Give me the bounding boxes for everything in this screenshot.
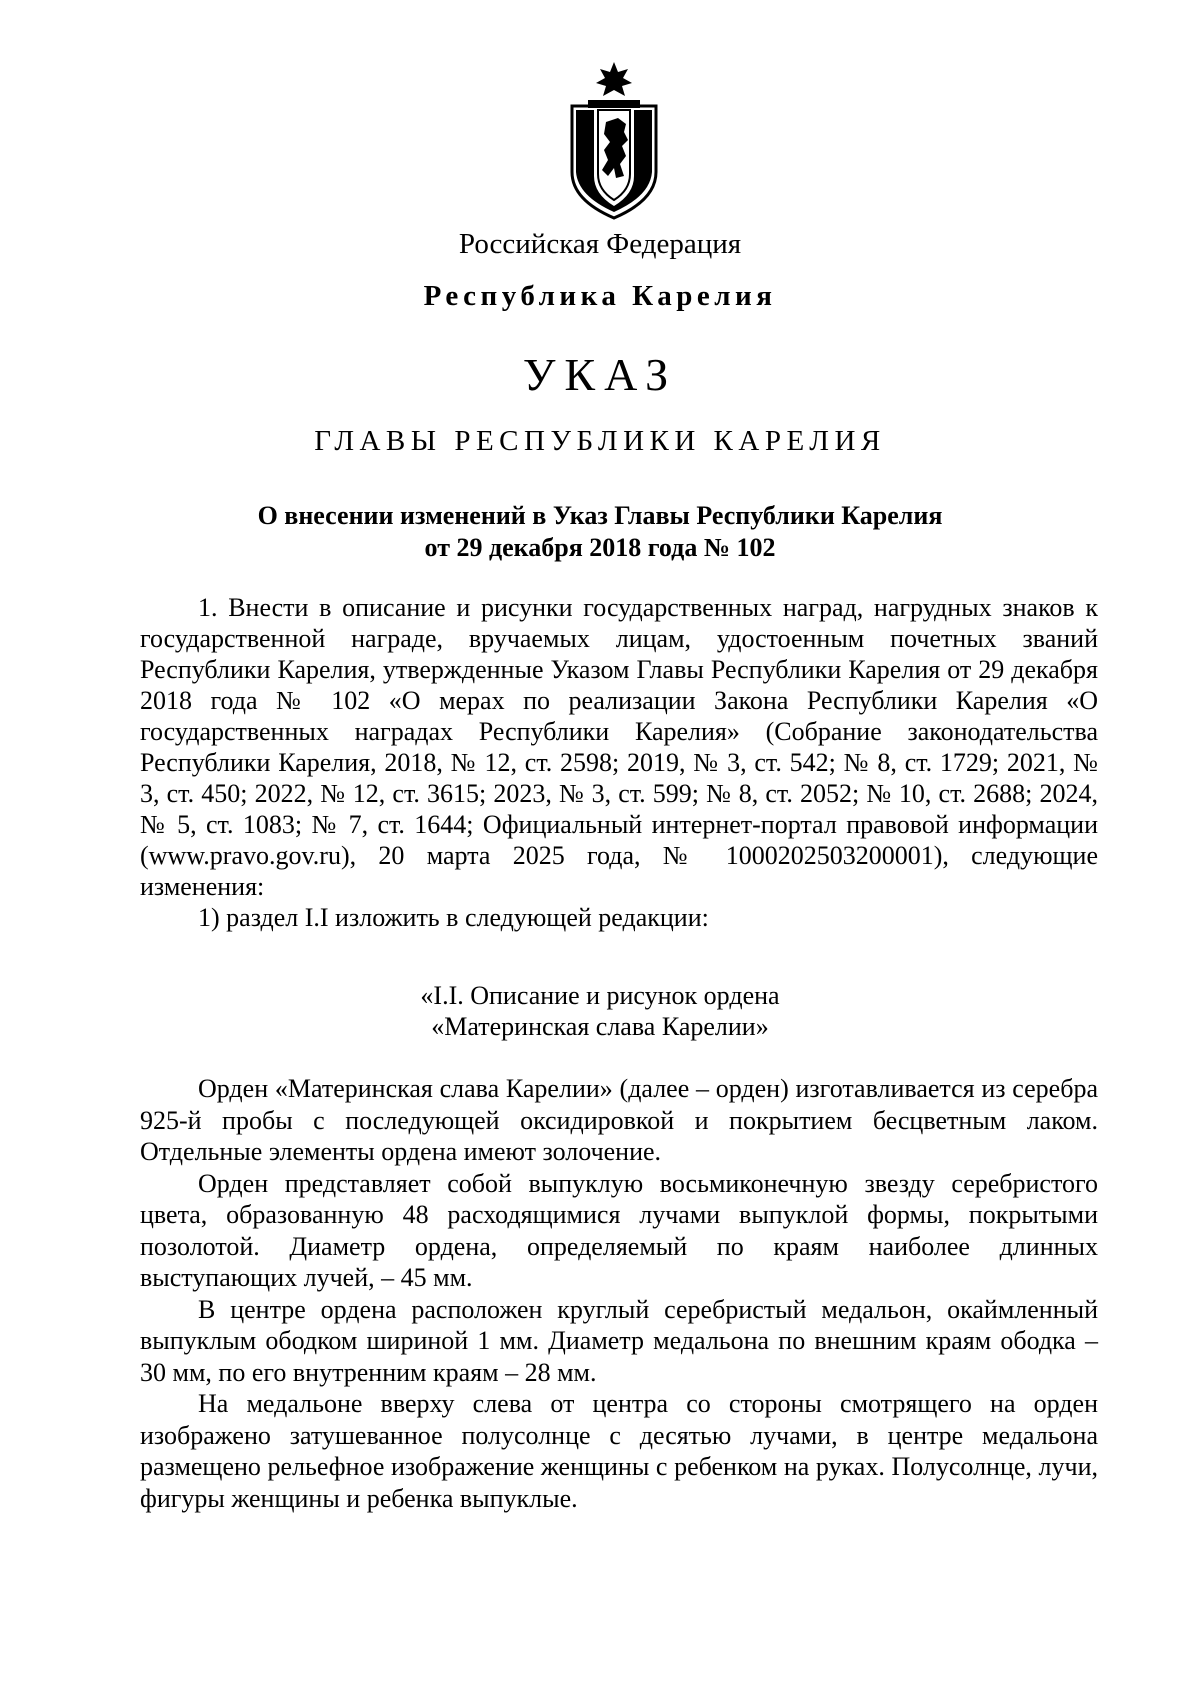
item-1: 1) раздел I.I изложить в следующей редакции: bbox=[198, 903, 709, 932]
order-description bbox=[140, 1073, 1098, 1514]
section-heading bbox=[0, 980, 1200, 1042]
description-paragraph-2: Орден представляет собой выпуклую восьмиконечную звезду серебристого цвета, образованную 48 расходящимися лучами выпуклой формы, покрытыми позолотой. Диаметр ордена, определяемый по краям наиболее длинных выступающих лучей, – 45 мм. bbox=[140, 1168, 1098, 1292]
document-type: УКАЗ bbox=[522, 349, 678, 400]
main-text bbox=[140, 592, 1098, 933]
description-paragraph-1: Орден «Материнская слава Карелии» (далее – орден) изготавливается из серебра 925-й пробы с последующей оксидировкой и покрытием бесцветным лаком. Отдельные элементы ордена имеют золочение. bbox=[140, 1074, 1098, 1166]
paragraph-1: 1. Внести в описание и рисунки государственных наград, нагрудных знаков к государственной награде, вручаемых лицам, удостоенным почетных званий Республики Карелия, утвержденные Указом Главы Республики Карелия от 29 декабря 2018 года № 102 «О мерах по реализации Закона Республики Карелия «О государственных наградах Республики Карелия» (Собрание законодательства Республики Карелия, 2018, № 12, ст. 2598; 2019, № 3, ст. 542; № 8, ст. 1729; 2021, № 3, ст. 450; 2022, № 12, ст. 3615; 2023, № 3, ст. 599; № 8, ст. 2052; № 10, ст. 2688; 2024, № 5, ст. 1083; № 7, ст. 1644; Официальный интернет-портал правовой информации (www.pravo.gov.ru), 20 марта 2025 года, № 1000202503200001), следующие изменения: bbox=[140, 593, 1098, 901]
description-paragraph-4: На медальоне вверху слева от центра со стороны смотрящего на орден изображено затушеванное полусолнце с десятью лучами, в центре медальона размещено рельефное изображение женщины с ребенком на руках. Полусолнце, лучи, фигуры женщины и ребенка выпуклые. bbox=[140, 1389, 1098, 1513]
section-heading-line-1: «I.I. Описание и рисунок ордена bbox=[420, 981, 780, 1010]
republic-name: Республика Карелия bbox=[423, 280, 777, 312]
section-heading-line-2: «Материнская слава Карелии» bbox=[431, 1012, 769, 1041]
title-line-1: О внесении изменений в Указ Главы Республики Карелия bbox=[257, 501, 943, 530]
description-paragraph-3: В центре ордена расположен круглый серебристый медальон, окаймленный выпуклым ободком шириной 1 мм. Диаметр медальона по внешним краям ободка – 30 мм, по его внутренним краям – 28 мм. bbox=[140, 1294, 1098, 1387]
document-title bbox=[0, 500, 1200, 564]
issuer-line: ГЛАВЫ РЕСПУБЛИКИ КАРЕЛИЯ bbox=[314, 425, 886, 457]
title-line-2: от 29 декабря 2018 года № 102 bbox=[424, 533, 776, 562]
karelia-coat-of-arms-icon bbox=[568, 60, 660, 220]
country-name: Российская Федерация bbox=[458, 228, 742, 260]
